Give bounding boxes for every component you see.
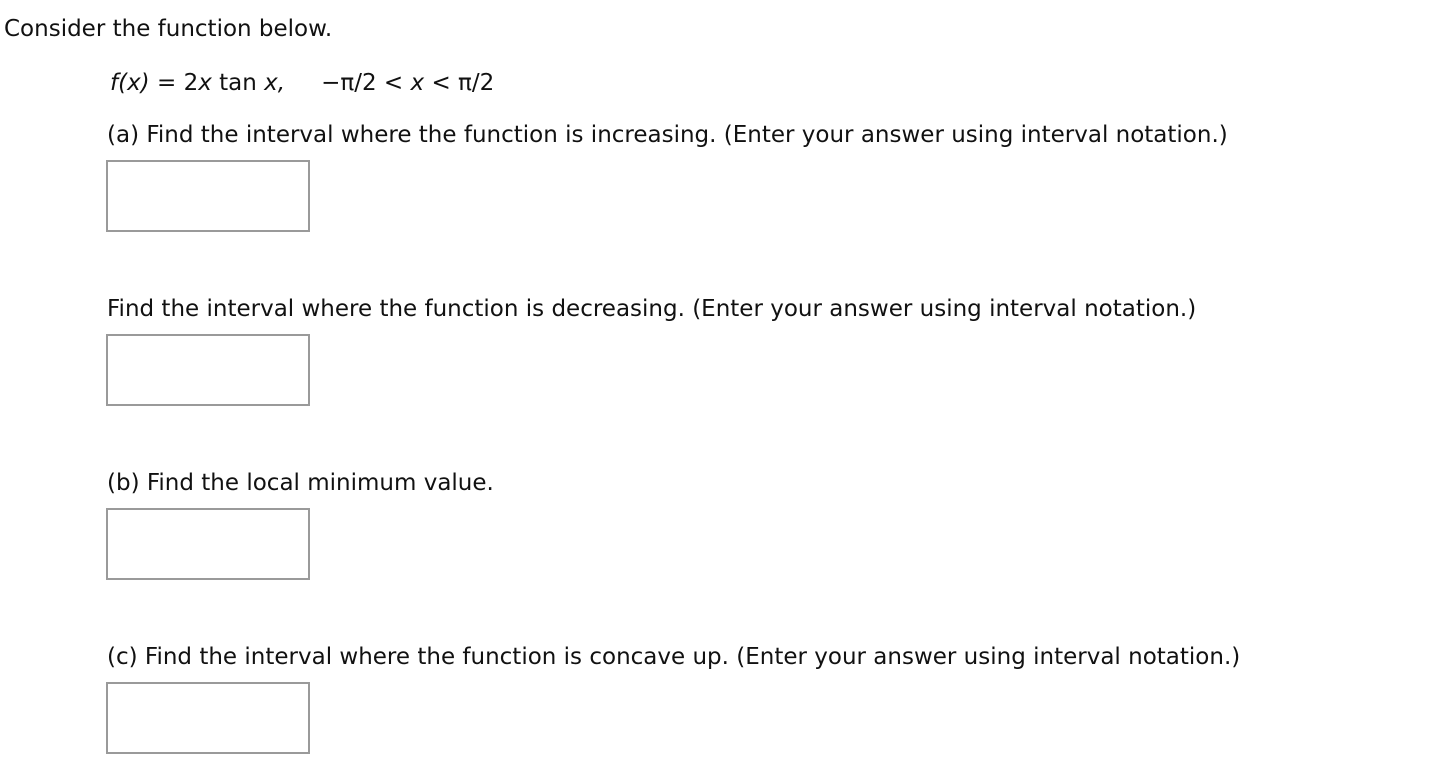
question-concave-up: (c) Find the interval where the function is concave up. (Enter your answer using interval notation.) (107, 644, 1241, 670)
answer-local-minimum-input[interactable] (106, 508, 310, 580)
question-increasing: (a) Find the interval where the function is increasing. (Enter your answer using interval notation.) (107, 122, 1228, 148)
formula-fx: f(x) (110, 70, 150, 96)
problem-intro: Consider the function below. (4, 16, 333, 42)
formula-domain-right: < π/2 (431, 70, 495, 96)
question-decreasing: Find the interval where the function is decreasing. (Enter your answer using interval notation.) (107, 296, 1197, 322)
formula-domain-var: x (410, 70, 425, 96)
formula-equals: = (156, 70, 177, 96)
formula-coef: 2 (183, 70, 199, 96)
answer-decreasing-input[interactable] (106, 334, 310, 406)
answer-increasing-input[interactable] (106, 160, 310, 232)
answer-concave-up-input[interactable] (106, 682, 310, 754)
question-local-minimum: (b) Find the local minimum value. (107, 470, 494, 496)
function-formula (110, 68, 494, 98)
formula-var: x (198, 70, 212, 96)
formula-domain-left: −π/2 < (321, 70, 404, 96)
formula-arg: x, (264, 70, 286, 96)
formula-func: tan (219, 70, 257, 96)
